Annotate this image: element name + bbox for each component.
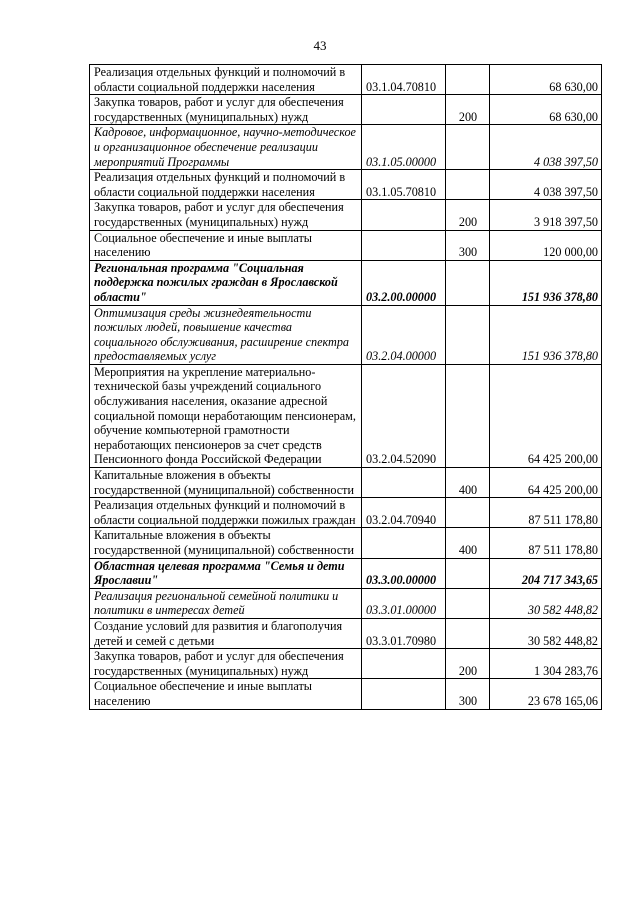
row-code-cell [362, 230, 446, 260]
table-row [90, 95, 602, 125]
row-type-cell: 200 [446, 95, 490, 125]
table-row [90, 649, 602, 679]
row-sum-cell: 87 511 178,80 [490, 498, 602, 528]
row-name-cell: Реализация отдельных функций и полномочий в области социальной поддержки пожилых граждан [90, 498, 362, 528]
row-sum-cell: 4 038 397,50 [490, 125, 602, 170]
row-sum-cell: 151 936 378,80 [490, 305, 602, 364]
row-code-cell: 03.1.04.70810 [362, 65, 446, 95]
row-name-cell: Реализация региональной семейной политики и политики в интересах детей [90, 588, 362, 618]
row-code-cell: 03.2.04.00000 [362, 305, 446, 364]
row-sum-cell: 204 717 343,65 [490, 558, 602, 588]
table-row [90, 468, 602, 498]
row-sum-cell: 30 582 448,82 [490, 618, 602, 648]
row-code-cell [362, 95, 446, 125]
table-row [90, 588, 602, 618]
table-row [90, 125, 602, 170]
budget-table-body [90, 65, 602, 710]
row-name-cell: Кадровое, информационное, научно-методическое и организационное обеспечение реализации мероприятий Программы [90, 125, 362, 170]
table-row [90, 170, 602, 200]
row-name-cell: Капитальные вложения в объекты государственной (муниципальной) собственности [90, 528, 362, 558]
row-code-cell [362, 528, 446, 558]
row-sum-cell: 68 630,00 [490, 95, 602, 125]
row-name-cell: Реализация отдельных функций и полномочий в области социальной поддержки населения [90, 65, 362, 95]
table-row [90, 679, 602, 709]
table-row [90, 305, 602, 364]
table-row [90, 498, 602, 528]
row-type-cell [446, 170, 490, 200]
row-code-cell: 03.2.04.70940 [362, 498, 446, 528]
row-name-cell: Региональная программа "Социальная поддержка пожилых граждан в Ярославской области" [90, 260, 362, 305]
row-code-cell [362, 200, 446, 230]
row-name-cell: Мероприятия на укрепление материально-технической базы учреждений социального обслуживания населения, оказание адресной социальной помощи неработающим пенсионерам, обучение компьютерной грамотности неработающих пенсионеров за счет средств Пенсионного фонда Российской Федерации [90, 364, 362, 467]
row-sum-cell: 64 425 200,00 [490, 364, 602, 467]
row-sum-cell: 64 425 200,00 [490, 468, 602, 498]
row-sum-cell: 4 038 397,50 [490, 170, 602, 200]
table-row [90, 65, 602, 95]
row-sum-cell: 3 918 397,50 [490, 200, 602, 230]
row-code-cell: 03.2.00.00000 [362, 260, 446, 305]
row-code-cell: 03.1.05.00000 [362, 125, 446, 170]
row-type-cell [446, 125, 490, 170]
row-type-cell [446, 588, 490, 618]
row-name-cell: Закупка товаров, работ и услуг для обеспечения государственных (муниципальных) нужд [90, 649, 362, 679]
row-sum-cell: 30 582 448,82 [490, 588, 602, 618]
row-sum-cell: 23 678 165,06 [490, 679, 602, 709]
row-type-cell: 300 [446, 679, 490, 709]
table-row [90, 364, 602, 467]
table-row [90, 528, 602, 558]
row-sum-cell: 1 304 283,76 [490, 649, 602, 679]
page-number: 43 [313, 38, 327, 53]
row-type-cell [446, 65, 490, 95]
row-code-cell: 03.3.01.00000 [362, 588, 446, 618]
row-name-cell: Закупка товаров, работ и услуг для обеспечения государственных (муниципальных) нужд [90, 200, 362, 230]
row-name-cell: Капитальные вложения в объекты государственной (муниципальной) собственности [90, 468, 362, 498]
row-sum-cell: 87 511 178,80 [490, 528, 602, 558]
row-code-cell: 03.3.01.70980 [362, 618, 446, 648]
table-row [90, 558, 602, 588]
row-code-cell: 03.1.05.70810 [362, 170, 446, 200]
row-name-cell: Закупка товаров, работ и услуг для обеспечения государственных (муниципальных) нужд [90, 95, 362, 125]
row-type-cell: 300 [446, 230, 490, 260]
row-sum-cell: 120 000,00 [490, 230, 602, 260]
row-type-cell [446, 364, 490, 467]
row-sum-cell: 151 936 378,80 [490, 260, 602, 305]
row-name-cell: Областная целевая программа "Семья и дети Ярославии" [90, 558, 362, 588]
row-type-cell: 200 [446, 649, 490, 679]
row-type-cell: 400 [446, 528, 490, 558]
table-row [90, 200, 602, 230]
row-code-cell: 03.3.00.00000 [362, 558, 446, 588]
row-name-cell: Социальное обеспечение и иные выплаты населению [90, 679, 362, 709]
row-code-cell: 03.2.04.52090 [362, 364, 446, 467]
row-code-cell [362, 649, 446, 679]
row-sum-cell: 68 630,00 [490, 65, 602, 95]
table-row [90, 230, 602, 260]
row-type-cell [446, 260, 490, 305]
row-type-cell [446, 305, 490, 364]
row-type-cell: 400 [446, 468, 490, 498]
row-type-cell: 200 [446, 200, 490, 230]
row-type-cell [446, 618, 490, 648]
row-type-cell [446, 558, 490, 588]
row-name-cell: Реализация отдельных функций и полномочий в области социальной поддержки населения [90, 170, 362, 200]
table-row [90, 618, 602, 648]
row-code-cell [362, 679, 446, 709]
row-name-cell: Создание условий для развития и благополучия детей и семей с детьми [90, 618, 362, 648]
table-row [90, 260, 602, 305]
row-code-cell [362, 468, 446, 498]
row-name-cell: Социальное обеспечение и иные выплаты населению [90, 230, 362, 260]
row-name-cell: Оптимизация среды жизнедеятельности пожилых людей, повышение качества социального обслуживания, расширение спектра предоставляемых услуг [90, 305, 362, 364]
row-type-cell [446, 498, 490, 528]
budget-table [89, 64, 602, 710]
